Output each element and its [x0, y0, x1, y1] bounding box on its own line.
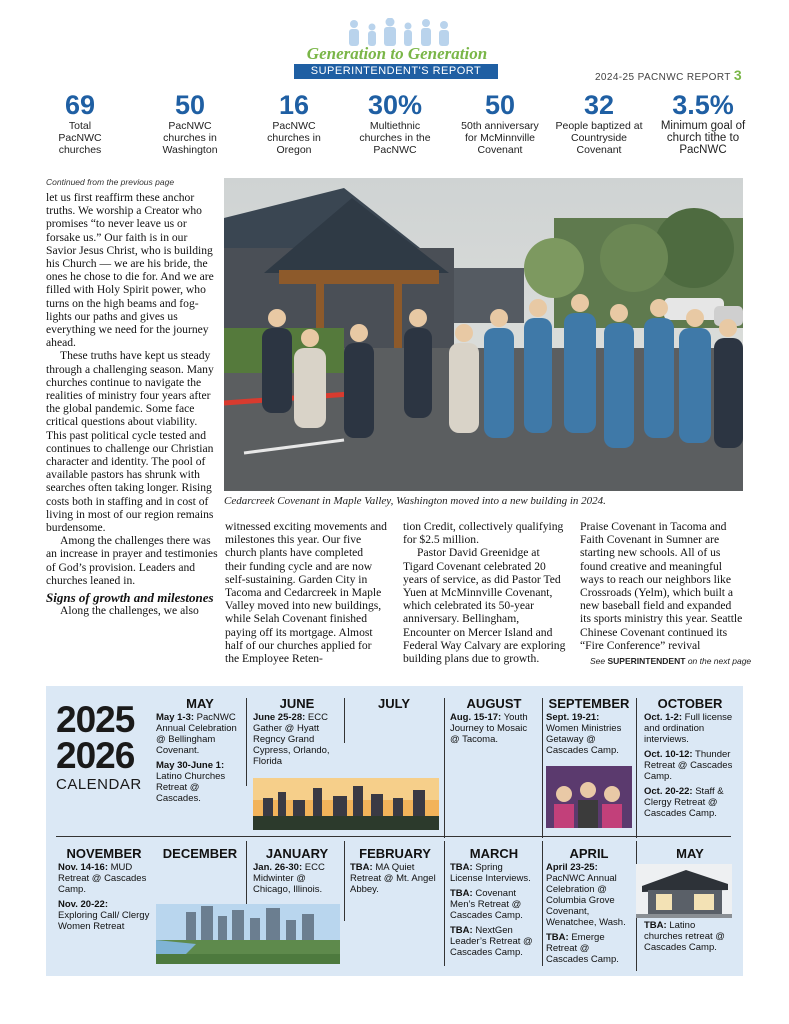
month-october: [644, 698, 736, 823]
event: [253, 862, 341, 895]
event: [350, 862, 440, 895]
article-column-4: [580, 520, 745, 652]
event-date: Oct. 10-12:: [644, 749, 693, 760]
event-date: April 23-25:: [546, 862, 598, 873]
paragraph: Along the challenges, we also: [60, 604, 199, 618]
divider: [542, 698, 543, 838]
paragraph: let us first reaffirm these anchor truths. We worship a Creator who promises “to never leave us or forsake us.” Our faith is in our Savior Jesus Christ, who is building his Church — we are his bride, the ones he chose to die for. And we are filled with Holy Spirit power, who turns on the high beams and fog-lights our paths and gives us everything we need for the journey ahead.: [46, 191, 214, 350]
event-text: Thunder Retreat @ Cascades Camp.: [644, 749, 733, 782]
masthead: [292, 18, 502, 82]
event: [450, 712, 538, 745]
article-column-2: [225, 520, 387, 665]
paragraph: Pastor David Greenidge at Tigard Covenant celebrated 20 years of service, as did Pastor Ted Yuen at McMinnville Covenant, which celebrated its 50-year anniversary. Bellingham, Encounter on Mercer Island and Federal Way Calvary are exploring building plans due to growth.: [403, 546, 566, 666]
month-may: [156, 698, 244, 808]
event-text: ECC Gather @ Hyatt Regncy Grand Cypress, Orlando, Florida: [253, 712, 330, 767]
event: [644, 786, 736, 819]
stat-value: 16: [278, 90, 310, 120]
event-date: May 30-June 1:: [156, 760, 225, 771]
month-name: MAY: [186, 696, 214, 711]
stat-item: [654, 90, 752, 156]
stat-label: PacNWC churches in Oregon: [267, 120, 321, 156]
event-text: NextGen Leader’s Retreat @ Cascades Camp.: [450, 925, 533, 958]
continued-next-note: [590, 656, 751, 666]
chicago-skyline-image: [156, 904, 340, 964]
month-name: JANUARY: [265, 846, 329, 861]
divider: [344, 698, 345, 743]
month-name: APRIL: [569, 846, 609, 861]
stat-value: 50: [484, 90, 516, 120]
stat-item: [352, 90, 438, 156]
paragraph: witnessed exciting movements and milestones this year. Our five church plants have completed their funding cycle and are now self-sustaining. Garden City in Tacoma and Cedarcreek in Maple Valley moved into new buildings, while Selah Covenant finished paying off its mortgage. Almost half of our churches applied for the Employee Reten-: [225, 520, 387, 666]
stat-value: 50: [174, 90, 206, 120]
event-date: TBA:: [450, 925, 473, 936]
month-december: [156, 848, 244, 862]
divider: [344, 841, 345, 921]
event-text: PacNWC Annual Celebration @ Bellingham Covenant.: [156, 712, 237, 756]
page-number: 3: [733, 67, 742, 83]
month-name: NOVEMBER: [66, 846, 142, 861]
event-date: Oct. 1-2:: [644, 712, 683, 723]
orlando-skyline-image: [253, 778, 439, 830]
photo-caption: Cedarcreek Covenant in Maple Valley, Washington moved into a new building in 2024.: [224, 495, 606, 507]
stat-value: 32: [583, 90, 615, 120]
series-title: Generation to Generation: [306, 44, 488, 63]
event: [546, 862, 632, 928]
event: [450, 888, 538, 921]
event-text: Latino churches retreat @ Cascades Camp.: [644, 920, 725, 953]
event-date: Jan. 26-30:: [253, 862, 303, 873]
event-text: ECC Midwinter @ Chicago, Illinois.: [253, 862, 325, 895]
issue-text: 2024-25 PACNWC REPORT: [594, 72, 731, 83]
paragraph: These truths have kept us steady through a challenging season. Many churches continue to navigate the realities of ministry four years after the global pandemic. Some face critical questions about viability. This past political cycle tested and continues to challenge our Christian character and identity. The pool of available pastors has shrunk with searches often taking longer. Rising costs both in staffing and in cost of living in most of our region remains burdensome.: [46, 349, 214, 535]
event-text: Full license and ordination interviews.: [644, 712, 733, 745]
stat-label: 50th anniversary for McMinnville Covenant: [461, 120, 539, 156]
calendar-label: CALENDAR: [56, 776, 142, 793]
month-name: DECEMBER: [162, 846, 238, 861]
stat-label: People baptized at Countryside Covenant: [555, 120, 643, 156]
month-name: OCTOBER: [657, 696, 723, 711]
continued-note: Continued from the previous page: [46, 177, 175, 187]
month-march: [450, 848, 538, 962]
event-date: June 25-28:: [253, 712, 306, 723]
month-august: [450, 698, 538, 749]
church-photo-illustration: [224, 178, 743, 491]
stat-item: [450, 90, 550, 156]
month-name: FEBRUARY: [359, 846, 431, 861]
women-getaway-photo: [546, 766, 632, 828]
paragraph: Praise Covenant in Tacoma and Faith Covenant in Sumner are starting new schools. All of us found creative and meaningful ways to reach our neighbors like Crossroads (Yelm), which built a new baseball field and expanded its sports ministry this year. Seattle Chinese Covenant continued its “Fire Conference” revival: [580, 520, 743, 652]
stats-row: [40, 90, 756, 162]
calendar-year-2: 2026: [56, 735, 135, 776]
month-november: [58, 848, 150, 936]
event-text: MUD Retreat @ Cascades Camp.: [58, 862, 147, 895]
month-january: [253, 848, 341, 899]
see-next-target: SUPERINTENDENT: [607, 656, 686, 666]
event: [644, 920, 736, 953]
month-name: AUGUST: [466, 696, 522, 711]
month-july: [346, 698, 442, 712]
church-photo: [224, 178, 743, 491]
event-date: Aug. 15-17:: [450, 712, 502, 723]
month-april: [546, 848, 632, 969]
month-name: MARCH: [469, 846, 519, 861]
stat-item: [148, 90, 232, 156]
event-date: TBA:: [450, 862, 473, 873]
divider: [444, 698, 445, 838]
event-text: Emerge Retreat @ Cascades Camp.: [546, 932, 619, 965]
stat-item: [40, 90, 120, 156]
calendar-year-1: 2025: [56, 699, 135, 740]
stat-label: Multiethnic churches in the PacNWC: [359, 120, 431, 156]
month-february: [350, 848, 440, 899]
issue-label: [595, 67, 742, 83]
event-date: Oct. 20-22:: [644, 786, 693, 797]
event-text: Staff & Clergy Retreat @ Cascades Camp.: [644, 786, 724, 819]
section-subhead: Signs of growth and milestones: [46, 590, 214, 606]
event-text: Covenant Men’s Retreat @ Cascades Camp.: [450, 888, 523, 921]
calendar-title: [56, 699, 142, 793]
event-text: Youth Journey to Mosaic @ Tacoma.: [450, 712, 528, 745]
see-next-suffix: on the next page: [687, 656, 752, 666]
event-text: MA Quiet Retreat @ Mt. Angel Abbey.: [350, 862, 436, 895]
event: [450, 862, 538, 884]
event: [58, 899, 150, 932]
event-date: TBA:: [350, 862, 373, 873]
cascades-camp-building-image: [636, 864, 732, 918]
event-text: Exploring Call/ Clergy Women Retreat: [58, 910, 150, 932]
event: [644, 749, 736, 782]
stat-value: 30%: [367, 90, 423, 120]
event-date: May 1-3:: [156, 712, 195, 723]
event: [58, 862, 150, 895]
event: [156, 760, 244, 804]
month-june: [253, 698, 341, 771]
people-silhouettes-icon: [344, 18, 454, 46]
event-text: PacNWC Annual Celebration @ Columbia Grove Covenant, Wenatchee, Wash.: [546, 873, 626, 928]
article-column-3: [403, 520, 568, 665]
divider: [56, 836, 731, 837]
see-next-prefix: See: [590, 656, 606, 666]
event-date: Nov. 20-22:: [58, 899, 108, 910]
stat-label: PacNWC churches in Washington: [162, 120, 218, 156]
paragraph: Among the challenges there was an increase in prayer and testimonies of God’s provision. Leaders and churches leaned in.: [46, 534, 218, 587]
event-text: Women Ministries Getaway @ Cascades Camp.: [546, 723, 622, 756]
stat-value: 3.5%: [672, 90, 734, 120]
event: [156, 712, 244, 756]
month-name: JUNE: [279, 696, 315, 711]
event: [644, 712, 736, 745]
stat-item: [255, 90, 333, 156]
event-date: TBA:: [644, 920, 667, 931]
divider: [444, 841, 445, 966]
event-date: TBA:: [450, 888, 473, 899]
event: [253, 712, 341, 767]
month-name: JULY: [377, 696, 411, 711]
event-text: Spring License Interviews.: [450, 862, 531, 884]
stat-item: [554, 90, 644, 156]
calendar-panel: [46, 686, 743, 976]
month-name: MAY: [676, 846, 704, 861]
event: [450, 925, 538, 958]
divider: [636, 698, 637, 838]
article-column-1: [46, 191, 218, 617]
report-label: SUPERINTENDENT'S REPORT: [294, 64, 498, 79]
event-date: TBA:: [546, 932, 569, 943]
stat-label: Minimum goal of church tithe to PacNWC: [660, 120, 746, 156]
month-name: SEPTEMBER: [548, 696, 630, 711]
divider: [542, 841, 543, 966]
stat-value: 69: [64, 90, 96, 120]
event-date: Sept. 19-21:: [546, 712, 600, 723]
event: [546, 932, 632, 965]
divider: [246, 698, 247, 786]
stat-label: Total PacNWC churches: [58, 120, 102, 156]
paragraph: tion Credit, collectively qualifying for $2.5 million.: [403, 520, 564, 547]
event: [546, 712, 632, 756]
month-september: [546, 698, 632, 760]
event-date: Nov. 14-16:: [58, 862, 108, 873]
event-text: Latino Churches Retreat @ Cascades.: [156, 771, 226, 804]
